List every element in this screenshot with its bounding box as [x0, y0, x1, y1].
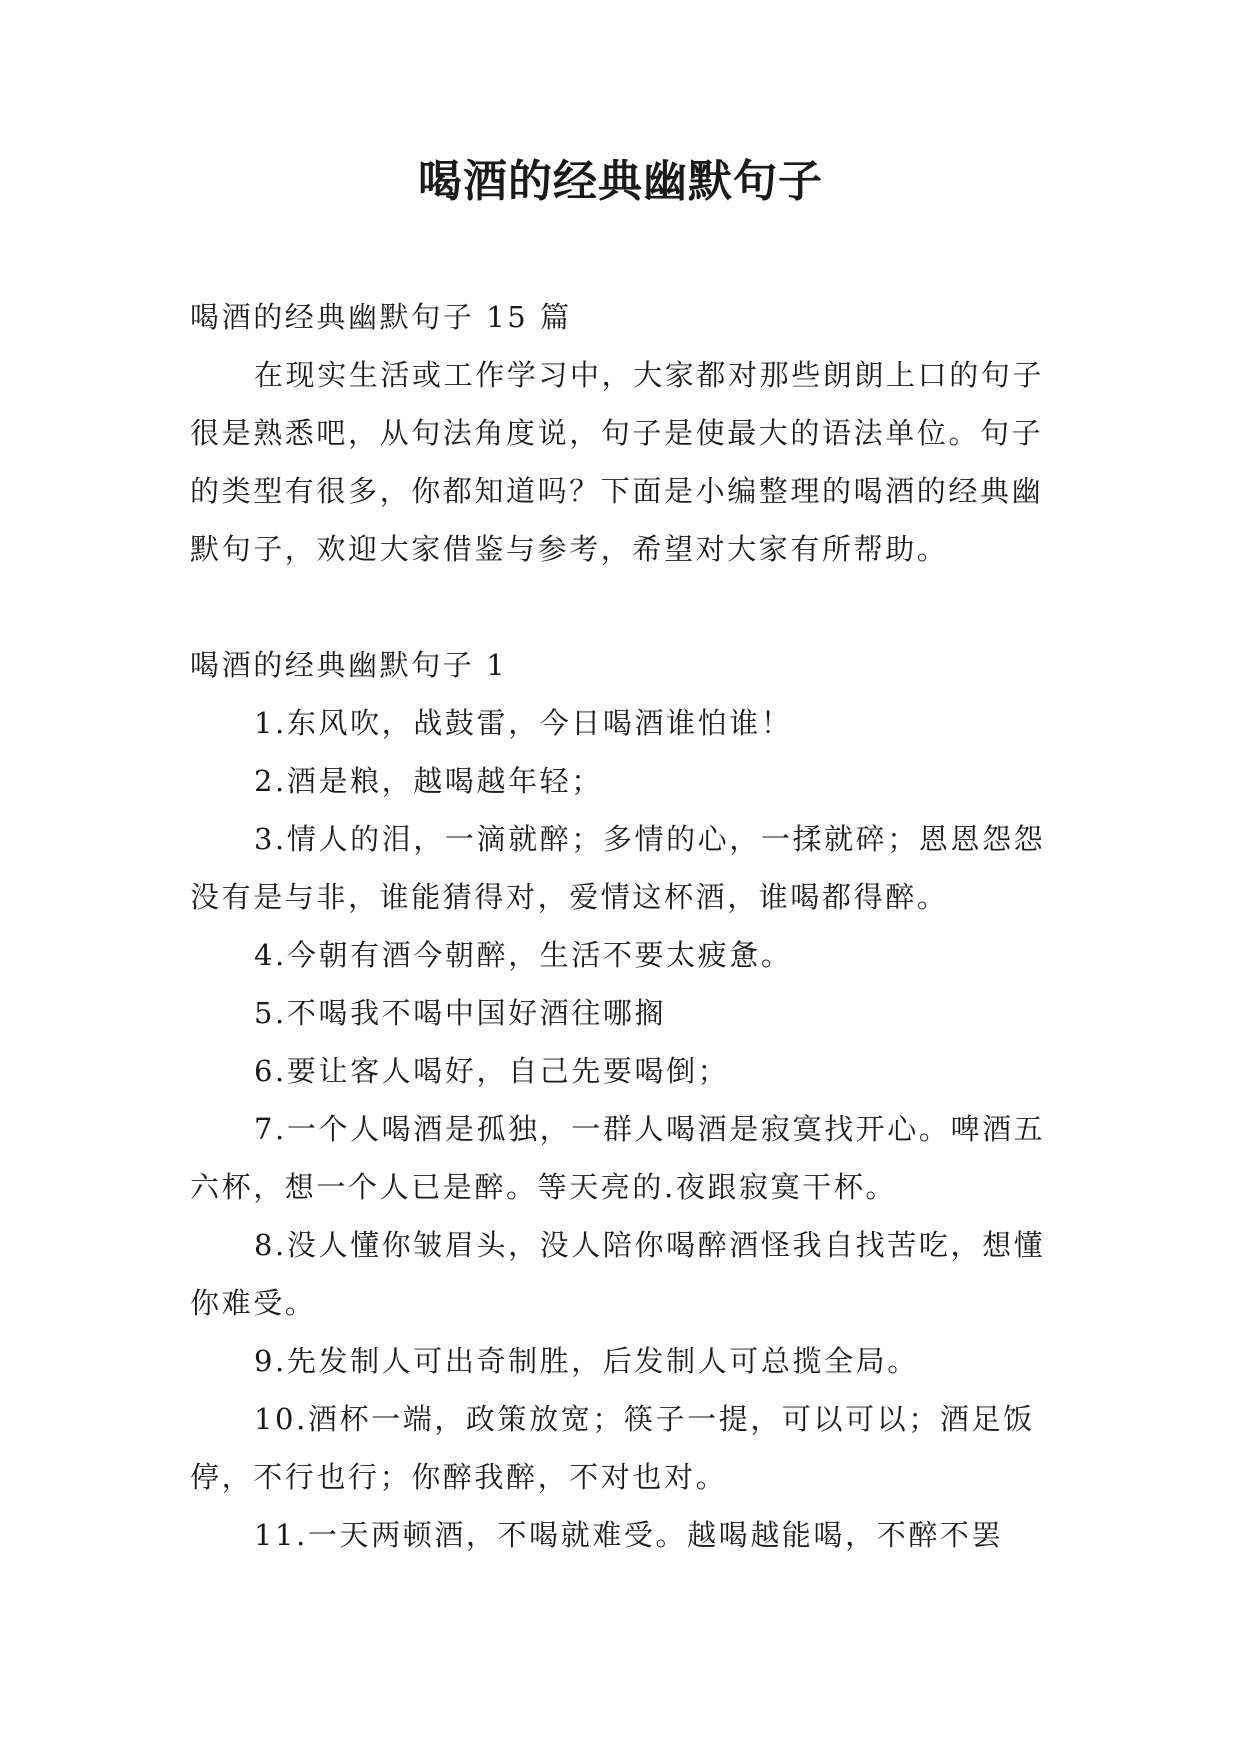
- section-spacer: [190, 578, 1070, 636]
- list-item: 9.先发制人可出奇制胜，后发制人可总揽全局。: [254, 1344, 919, 1378]
- document-body: [190, 288, 1070, 1564]
- list-item: 1.东风吹，战鼓雷，今日喝酒谁怕谁！: [254, 706, 793, 740]
- list-item: 10.酒杯一端，政策放宽；筷子一提，可以可以；酒足饭停，不行也行；你醉我醉，不对也对。: [190, 1402, 1035, 1494]
- document-subtitle: 喝酒的经典幽默句子 15 篇: [190, 300, 572, 334]
- list-item: 6.要让客人喝好，自己先要喝倒；: [254, 1054, 730, 1088]
- section-heading: 喝酒的经典幽默句子 1: [190, 648, 508, 682]
- list-item: 4.今朝有酒今朝醉，生活不要太疲惫。: [254, 938, 793, 972]
- document-title: 喝酒的经典幽默句子: [418, 156, 823, 207]
- list-item: 3.情人的泪，一滴就醉；多情的心，一揉就碎；恩恩怨怨没有是与非，谁能猜得对，爱情这杯酒，谁喝都得醉。: [190, 822, 1046, 914]
- list-item: 11.一天两顿酒，不喝就难受。越喝越能喝，不醉不罢: [254, 1518, 1004, 1552]
- list-item: 2.酒是粮，越喝越年轻；: [254, 764, 603, 798]
- list-item: 7.一个人喝酒是孤独，一群人喝酒是寂寞找开心。啤酒五六杯，想一个人已是醉。等天亮的.夜跟寂寞干杯。: [190, 1112, 1046, 1204]
- intro-paragraph: 在现实生活或工作学习中，大家都对那些朗朗上口的句子很是熟悉吧，从句法角度说，句子是使最大的语法单位。句子的类型有很多，你都知道吗？下面是小编整理的喝酒的经典幽默句子，欢迎大家借鉴与参考，希望对大家有所帮助。: [190, 358, 1045, 566]
- list-item: 8.没人懂你皱眉头，没人陪你喝醉酒怪我自找苦吃，想懂你难受。: [190, 1228, 1046, 1320]
- list-item: 5.不喝我不喝中国好酒往哪搁: [254, 996, 667, 1030]
